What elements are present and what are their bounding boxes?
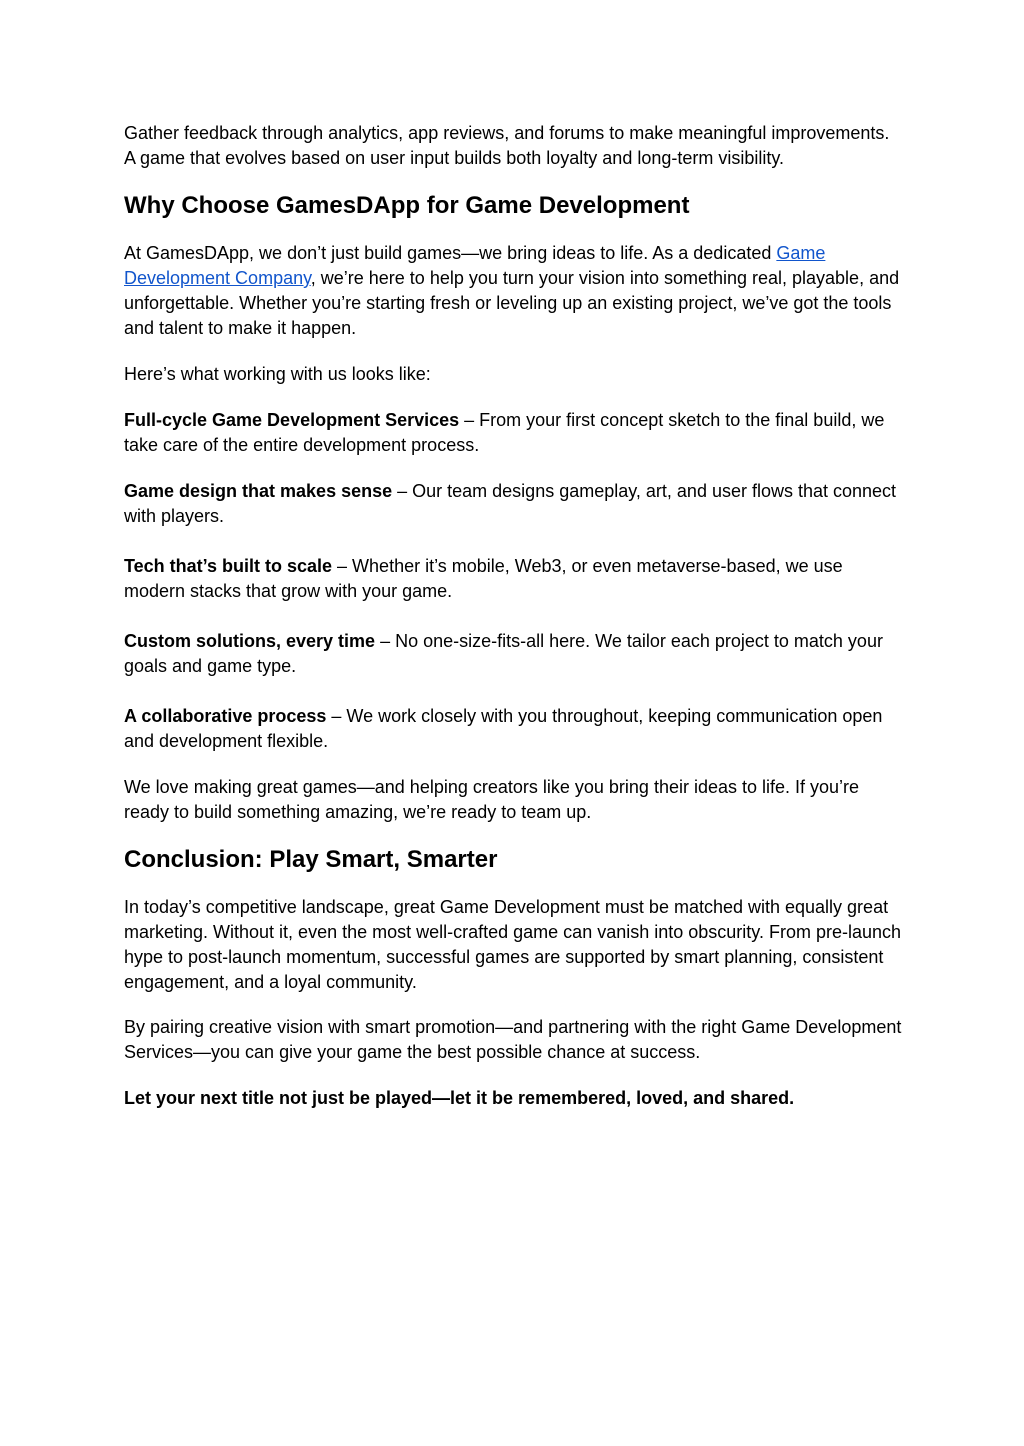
feature-title: A collaborative process	[124, 706, 327, 726]
feature-custom-solutions	[124, 629, 904, 679]
game-development-company-link[interactable]: Game Development Company	[124, 243, 826, 288]
intro-text-after-link: , we’re here to help you turn your vision into something real, playable, and unforgettable. Whether you’re starting fresh or leveling up an existing project, we’ve got the tools and talent to make it happen.	[124, 268, 900, 338]
feature-text: – From your first concept sketch to the final build, we take care of the entire development process.	[124, 410, 885, 455]
document-page	[124, 121, 904, 1111]
feature-tech-scale	[124, 554, 904, 604]
feature-collaborative-process	[124, 704, 904, 754]
conclusion-heading: Conclusion: Play Smart, Smarter	[124, 846, 498, 873]
feature-title: Tech that’s built to scale	[124, 556, 333, 576]
feature-game-design	[124, 479, 904, 529]
feature-text: – Whether it’s mobile, Web3, or even metaverse-based, we use modern stacks that grow with your game.	[124, 556, 843, 601]
intro-text-before-link: At GamesDApp, we don’t just build games—we bring ideas to life. As a dedicated	[124, 243, 777, 263]
final-statement-text: Let your next title not just be played—let it be remembered, loved, and shared.	[124, 1088, 795, 1108]
feature-title: Full-cycle Game Development Services	[124, 410, 460, 430]
here-paragraph: Here’s what working with us looks like:	[124, 364, 431, 384]
pairing-paragraph: By pairing creative vision with smart promotion—and partnering with the right Game Development Services—you can give your game the best possible chance at success.	[124, 1017, 902, 1062]
feature-title: Custom solutions, every time	[124, 631, 376, 651]
feature-text: – We work closely with you throughout, keeping communication open and development flexible.	[124, 706, 883, 751]
feature-text: – Our team designs gameplay, art, and user flows that connect with players.	[124, 481, 897, 526]
feature-full-cycle	[124, 408, 904, 458]
feature-text: – No one-size-fits-all here. We tailor each project to match your goals and game type.	[124, 631, 883, 676]
feedback-paragraph: Gather feedback through analytics, app reviews, and forums to make meaningful improvements. A game that evolves based on user input builds both loyalty and long-term visibility.	[124, 123, 890, 168]
love-paragraph: We love making great games—and helping creators like you bring their ideas to life. If you’re ready to build something amazing, we’re ready to team up.	[124, 777, 860, 822]
today-paragraph: In today’s competitive landscape, great Game Development must be matched with equally great marketing. Without it, even the most well-crafted game can vanish into obscurity. From pre-launch hype to post-launch momentum, successful games are supported by smart planning, consistent engagement, and a loyal community.	[124, 897, 901, 992]
intro-paragraph	[124, 241, 904, 341]
final-statement	[124, 1086, 904, 1111]
feature-title: Game design that makes sense	[124, 481, 393, 501]
why-choose-heading: Why Choose GamesDApp for Game Development	[124, 192, 690, 219]
